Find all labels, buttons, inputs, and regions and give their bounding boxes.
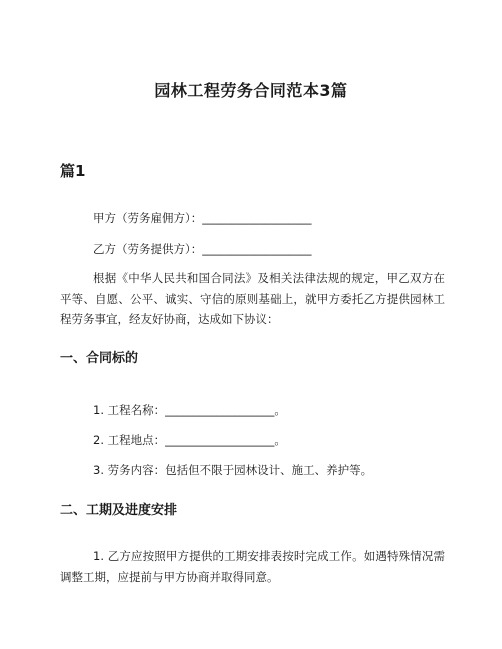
section1-item-3: 3. 劳务内容：包括但不限于园林设计、施工、养护等。 — [93, 463, 373, 477]
document-title: 园林工程劳务合同范本3篇 — [154, 81, 348, 100]
section1-item-1: 1. 工程名称：___________________。 — [93, 403, 286, 417]
intro-paragraph: 根据《中华人民共和国合同法》及相关法律法规的规定，甲乙双方在平等、自愿、公平、诚实、守信的原则基础上，就甲方委托乙方提供园林工程劳务事宜，经友好协商，达成如下协议： — [60, 271, 445, 326]
section2-heading: 二、工期及进度安排 — [60, 503, 178, 518]
part-heading: 篇1 — [60, 162, 86, 180]
section1-item-2: 2. 工程地点：___________________。 — [93, 433, 286, 447]
section1-heading: 一、合同标的 — [60, 351, 139, 366]
party-b-line: 乙方（劳务提供方）：___________________ — [93, 242, 312, 256]
section2-paragraph: 1. 乙方应按照甲方提供的工期安排表按时完成工作。如遇特殊情况需调整工期，应提前与甲方协商并取得同意。 — [60, 549, 445, 584]
party-a-line: 甲方（劳务雇佣方）：___________________ — [93, 211, 312, 225]
